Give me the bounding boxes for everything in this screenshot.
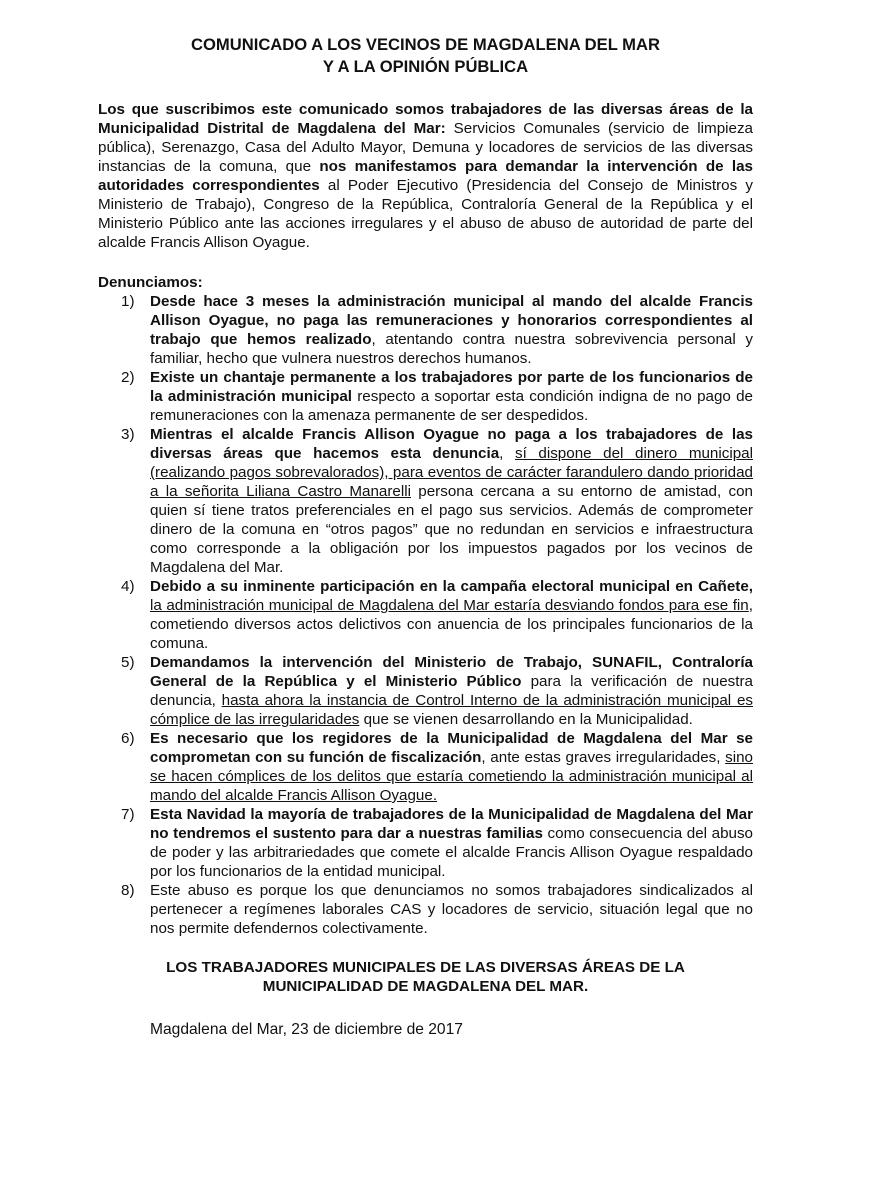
denuncia-item-8	[98, 881, 753, 938]
item-number: 4)	[121, 578, 135, 595]
item-bold-text: Desde hace 3 meses la administración municipal al mando del alcalde Francis Allison Oyague, no paga las remuneraciones y honorarios correspondientes al trabajo que hemos realizado	[150, 293, 753, 348]
intro-bold-2: nos manifestamos para demandar la intervención de las autoridades correspondientes	[98, 158, 753, 194]
item-bold-text: Es necesario que los regidores de la Municipalidad de Magdalena del Mar se comprometan con su función de fiscalización	[150, 730, 753, 766]
denuncia-item-3	[98, 425, 753, 577]
item-number: 6)	[121, 730, 135, 747]
closing-line-2: MUNICIPALIDAD DE MAGDALENA DEL MAR.	[262, 978, 589, 995]
item-number: 1)	[121, 293, 135, 310]
intro-paragraph	[98, 100, 753, 252]
item-number: 5)	[121, 654, 135, 671]
denuncia-item-1	[98, 292, 753, 368]
item-bold-text: Mientras el alcalde Francis Allison Oyague no paga a los trabajadores de las diversas áreas que hacemos esta denuncia	[150, 426, 753, 462]
item-bold-text: Existe un chantaje permanente a los trabajadores por parte de los funcionarios de la administración municipal	[150, 369, 753, 405]
item-bold-text: Demandamos la intervención del Ministerio de Trabajo, SUNAFIL, Contraloría General de la República y el Ministerio Público	[150, 654, 753, 690]
title-line-1: COMUNICADO A LOS VECINOS DE MAGDALENA DEL MAR	[191, 35, 660, 54]
denuncias-heading: Denunciamos:	[98, 274, 203, 291]
item-number: 3)	[121, 426, 135, 443]
item-underlined-text: sino se hacen cómplices de los delitos que estaría cometiendo la administración municipal al mando del alcalde Francis Allison Oyague.	[150, 749, 753, 804]
item-text: , ante estas graves irregularidades,	[481, 749, 726, 766]
intro-text-2: al Poder Ejecutivo (Presidencia del Consejo de Ministros y Ministerio de Trabajo), Congreso de la República, Contraloría General de la República y el Ministerio Público ante las acciones irregulares y el abuso de abuso de autoridad de parte del alcalde Francis Allison Oyague.	[98, 177, 753, 251]
denuncia-item-6	[98, 729, 753, 805]
item-text: ,	[499, 445, 515, 462]
denuncia-item-4	[98, 577, 753, 653]
document-title	[98, 34, 753, 78]
item-text: para la verificación de nuestra denuncia,	[150, 673, 753, 709]
item-bold-text: Esta Navidad la mayoría de trabajadores de la Municipalidad de Magdalena del Mar no tendremos el sustento para dar a nuestras familias	[150, 806, 753, 842]
item-number: 7)	[121, 806, 135, 823]
item-text: , atentando contra nuestra sobrevivencia personal y familiar, hecho que vulnera nuestros derechos humanos.	[150, 331, 753, 367]
denuncia-item-7	[98, 805, 753, 881]
item-text: respecto a soportar esta condición indigna de no pago de remuneraciones con la amenaza permanente de ser despedidos.	[150, 388, 753, 424]
denuncias-list	[98, 292, 753, 938]
item-text-2: que se vienen desarrollando en la Municipalidad.	[359, 711, 693, 728]
intro-bold-1: Los que suscribimos este comunicado somos trabajadores de las diversas áreas de la Municipalidad Distrital de Magdalena del Mar:	[98, 101, 753, 137]
intro-text-1: Servicios Comunales (servicio de limpieza pública), Serenazgo, Casa del Adulto Mayor, Demuna y locadores de servicios de las diversas instancias de la comuna, que	[98, 120, 754, 175]
denuncia-item-2	[98, 368, 753, 425]
item-underlined-text: sí dispone del dinero municipal (realizando pagos sobrevalorados), para eventos de carácter farandulero dando prioridad a la señorita Liliana Castro Manarelli	[150, 445, 753, 500]
denuncia-item-5	[98, 653, 753, 729]
item-text: Este abuso es porque los que denunciamos no somos trabajadores sindicalizados al pertenecer a regímenes laborales CAS y locadores de servicio, situación legal que no nos permite defendernos colectivamente.	[150, 882, 753, 937]
closing-signature	[98, 958, 753, 996]
document-date: Magdalena del Mar, 23 de diciembre de 2017	[150, 1021, 463, 1038]
closing-line-1: LOS TRABAJADORES MUNICIPALES DE LAS DIVERSAS ÁREAS DE LA	[166, 959, 685, 976]
item-text: como consecuencia del abuso de poder y las arbitrariedades que comete el alcalde Francis Allison Oyague respaldado por los funcionarios de la entidad municipal.	[150, 825, 753, 880]
item-number: 2)	[121, 369, 135, 386]
item-number: 8)	[121, 882, 135, 899]
title-line-2: Y A LA OPINIÓN PÚBLICA	[322, 57, 529, 76]
item-bold-text: Debido a su inminente participación en la campaña electoral municipal en Cañete,	[150, 578, 753, 595]
item-text-2: persona cercana a su entorno de amistad, con quien sí tiene tratos preferenciales en el pago sus servicios. Además de comprometer dinero de la comuna en “otros pagos” que no redundan en servicios e infraestructura como corresponde a la obligación por los impuestos pagados por los vecinos de Magdalena del Mar.	[150, 483, 753, 576]
item-underlined-text: la administración municipal de Magdalena del Mar estaría desviando fondos para ese fin	[150, 597, 749, 614]
item-underlined-text: hasta ahora la instancia de Control Interno de la administración municipal es cómplice de las irregularidades	[150, 692, 753, 728]
item-text-2: , cometiendo diversos actos delictivos con anuencia de los principales funcionarios de la comuna.	[150, 597, 753, 652]
document-page	[98, 34, 753, 1039]
